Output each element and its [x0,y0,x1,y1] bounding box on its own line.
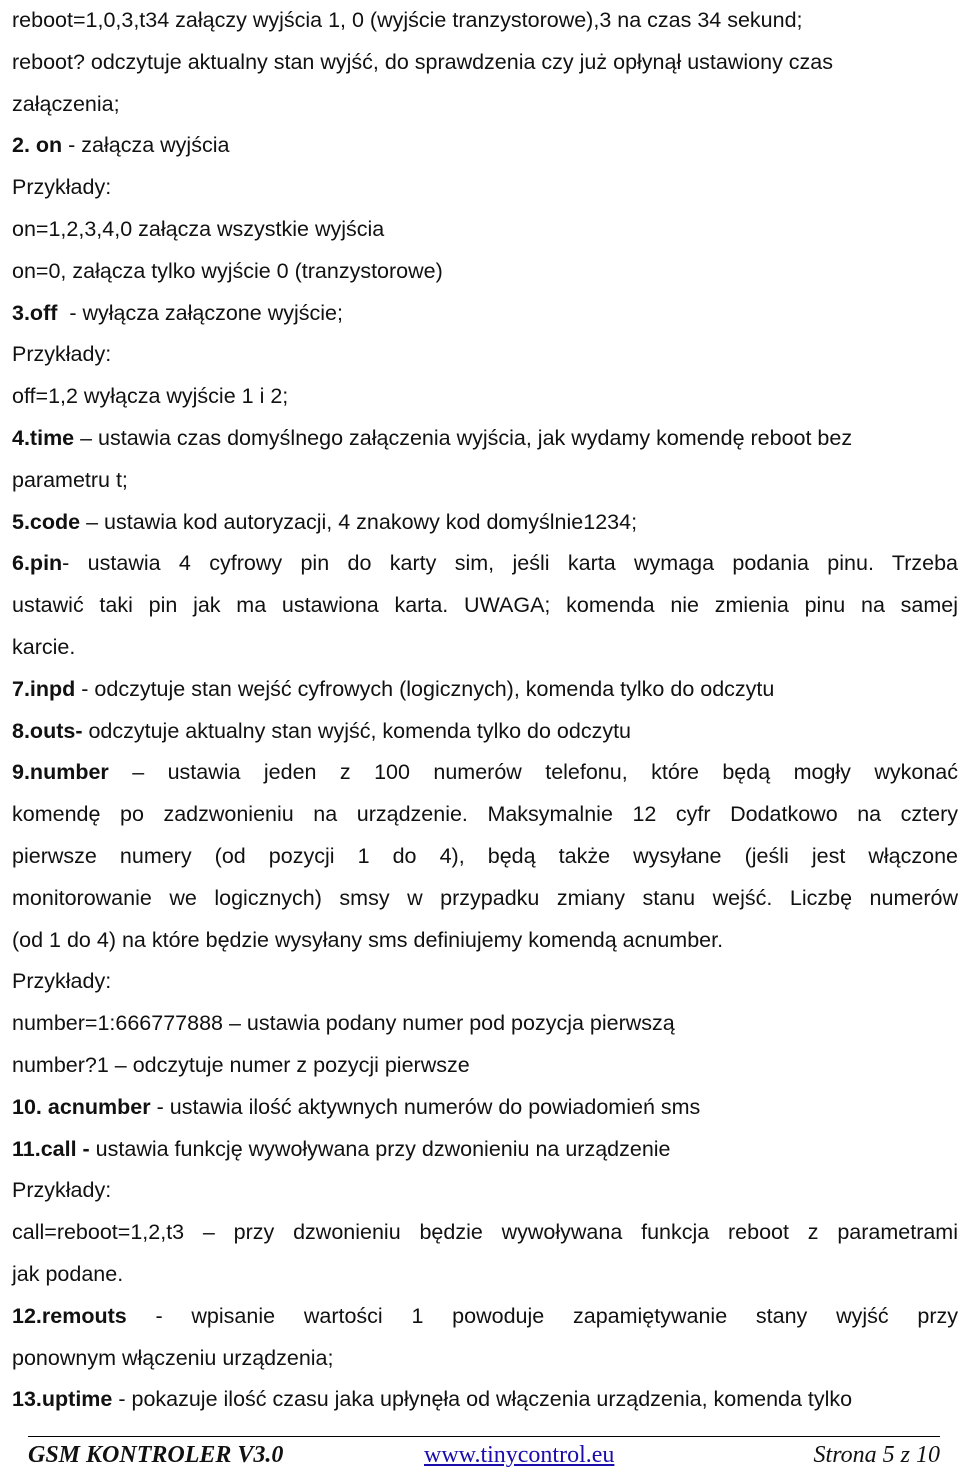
text-line: komendę po zadzwonieniu na urządzenie. Maksymalnie 12 cyfr Dodatkowo na cztery [12,802,958,827]
command-description: - ustawia 4 cyfrowy pin do karty sim, jeśli karta wymaga podania pinu. Trzeba [62,551,958,576]
text-line: reboot=1,0,3,t34 załączy wyjścia 1, 0 (wyjście tranzystorowe),3 na czas 34 sekund; [12,8,803,32]
page-footer [28,1436,940,1473]
command-description: - wyłącza załączone wyjście; [57,300,343,325]
footer-page-number: Strona 5 z 10 [813,1442,940,1468]
command-name: 8.outs- [12,718,83,743]
command-name: 4.time [12,425,75,450]
command-name: 10. acnumber [12,1094,151,1119]
footer-link[interactable]: www.tinycontrol.eu [424,1442,615,1468]
command-description: - ustawia ilość aktywnych numerów do powiadomień sms [150,1094,701,1119]
text-line: Przykłady: [12,969,112,994]
text-line: on=1,2,3,4,0 załącza wszystkie wyjścia [12,216,385,241]
text-line: number?1 – odczytuje numer z pozycji pierwsze [12,1052,470,1077]
command-name: 9.number [12,760,109,785]
command-name: 3.off [12,300,58,325]
footer-title: GSM KONTROLER V3.0 [28,1442,284,1468]
command-line [12,711,958,753]
command-name: 13.uptime [12,1387,113,1412]
text-line: parametru t; [12,467,128,492]
command-name: 12.remouts [12,1303,127,1328]
command-description: ustawia funkcję wywoływana przy dzwonieniu na urządzenie [89,1136,671,1161]
text-line: pierwsze numery (od pozycji 1 do 4), będą także wysyłane (jeśli jest włączone [12,843,958,868]
command-description: – ustawia jeden z 100 numerów telefonu, które będą mogły wykonać [108,760,958,785]
document-body [12,0,958,1421]
command-description: – ustawia kod autoryzacji, 4 znakowy kod domyślnie1234; [80,509,638,534]
command-description: - załącza wyjścia [62,133,230,158]
text-line: on=0, załącza tylko wyjście 0 (tranzystorowe) [12,258,443,283]
command-name: 11.call - [12,1136,90,1161]
command-description: - pokazuje ilość czasu jaka upłynęła od włączenia urządzenia, komenda tylko [112,1387,853,1412]
text-line: (od 1 do 4) na które będzie wysyłany sms definiujemy komendą acnumber. [12,927,724,952]
command-line [12,502,958,544]
text-line: Przykłady: [12,1178,112,1203]
command-description: odczytuje aktualny stan wyjść, komenda tylko do odczytu [82,718,632,743]
command-description: - wpisanie wartości 1 powoduje zapamiętywanie stany wyjść przy [126,1303,958,1328]
text-line: ustawić taki pin jak ma ustawiona karta. UWAGA; komenda nie zmienia pinu na samej [12,593,958,618]
command-name: 6.pin [12,551,63,576]
text-line: Przykłady: [12,175,112,200]
command-name: 7.inpd [12,676,76,701]
command-line [12,1379,958,1421]
text-line: call=reboot=1,2,t3 – przy dzwonieniu będzie wywoływana funkcja reboot z parametrami [12,1220,958,1245]
text-line: karcie. [12,634,76,659]
command-name: 2. on [12,133,63,158]
text-line: załączenia; [12,91,120,116]
command-line [12,1296,958,1338]
command-line [12,543,958,585]
command-line [12,293,958,335]
command-line [12,125,958,167]
command-description: – ustawia czas domyślnego załączenia wyjścia, jak wydamy komendę reboot bez [74,425,853,450]
text-line: reboot? odczytuje aktualny stan wyjść, do sprawdzenia czy już opłynął ustawiony czas [12,49,833,74]
command-line [12,1129,958,1171]
command-line [12,752,958,794]
command-name: 5.code [12,509,81,534]
command-line [12,1087,958,1129]
text-line: number=1:666777888 – ustawia podany numer pod pozycja pierwszą [12,1011,675,1036]
text-line: off=1,2 wyłącza wyjście 1 i 2; [12,384,289,409]
text-line: jak podane. [12,1261,124,1286]
text-line: Przykłady: [12,342,112,367]
text-line: monitorowanie we logicznych) smsy w przypadku zmiany stanu wejść. Liczbę numerów [12,885,958,910]
command-description: - odczytuje stan wejść cyfrowych (logicznych), komenda tylko do odczytu [75,676,775,701]
command-line [12,418,958,460]
command-line [12,669,958,711]
text-line: ponownym włączeniu urządzenia; [12,1345,334,1370]
